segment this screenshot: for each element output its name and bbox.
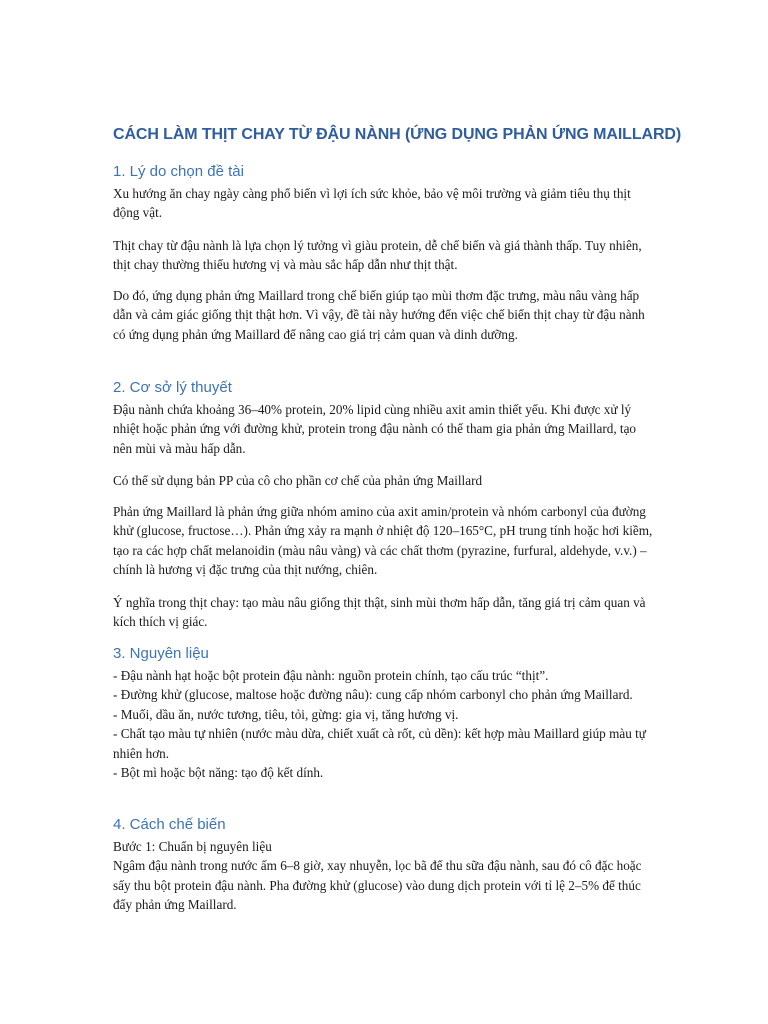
paragraph: Bước 1: Chuẩn bị nguyên liệu Ngâm đậu nành trong nước ấm 6–8 giờ, xay nhuyễn, lọc bã để thu sữa đậu nành, sau đó cô đặc hoặc sấy thu bột protein đậu nành. Pha đường khử (glucose) vào dung dịch protein với tỉ lệ 2–5% để thúc đẩy phản ứng Maillard. (113, 839, 642, 913)
section-heading-3: 3. Nguyên liệu (113, 645, 209, 662)
paragraph: Xu hướng ăn chay ngày càng phổ biến vì lợi ích sức khỏe, bảo vệ môi trường và giảm tiêu thụ thịt động vật. (113, 186, 631, 221)
paragraph: Do đó, ứng dụng phản ứng Maillard trong chế biến giúp tạo mùi thơm đặc trưng, màu nâu vàng hấp dẫn và cảm giác giống thịt thật hơn. Vì vậy, đề tài này hướng đến việc chế biến thịt chay từ đậu nành có ứng dụng phản ứng Maillard để nâng cao giá trị cảm quan và dinh dưỡng. (113, 288, 645, 342)
document-title: CÁCH LÀM THỊT CHAY TỪ ĐẬU NÀNH (ỨNG DỤNG PHẢN ỨNG MAILLARD) (113, 126, 682, 143)
section-heading-4: 4. Cách chế biến (113, 816, 226, 833)
section-heading-1: 1. Lý do chọn đề tài (113, 163, 244, 180)
paragraph: Phản ứng Maillard là phản ứng giữa nhóm amino của axit amin/protein và nhóm carbonyl của đường khử (glucose, fructose…). Phản ứng xảy ra mạnh ở nhiệt độ 120–165°C, pH trung tính hoặc hơi kiềm, tạo ra các hợp chất melanoidin (màu nâu vàng) và các chất thơm (pyrazine, furfural, aldehyde, v.v.) – chính là hương vị đặc trưng của thịt nướng, chiên. (113, 504, 653, 578)
ingredient-list: - Đậu nành hạt hoặc bột protein đậu nành: nguồn protein chính, tạo cấu trúc “thịt”. - Đường khử (glucose, maltose hoặc đường nâu): cung cấp nhóm carbonyl cho phản ứng Maillard. - Muối, dầu ăn, nước tương, tiêu, tỏi, gừng: gia vị, tăng hương vị. - Chất tạo màu tự nhiên (nước màu dừa, chiết xuất cà rốt, củ dền): kết hợp màu Maillard giúp màu tự nhiên hơn. - Bột mì hoặc bột năng: tạo độ kết dính. (113, 668, 646, 781)
section-heading-2: 2. Cơ sở lý thuyết (113, 379, 232, 396)
paragraph: Có thể sử dụng bản PP của cô cho phần cơ chế của phản ứng Maillard (113, 473, 483, 488)
paragraph: Ý nghĩa trong thịt chay: tạo màu nâu giống thịt thật, sinh mùi thơm hấp dẫn, tăng giá trị cảm quan và kích thích vị giác. (113, 595, 646, 630)
paragraph: Đậu nành chứa khoảng 36–40% protein, 20% lipid cùng nhiều axit amin thiết yếu. Khi được xử lý nhiệt hoặc phản ứng với đường khử, protein trong đậu nành có thể tham gia phản ứng Maillard, tạo nên mùi và màu hấp dẫn. (113, 402, 637, 456)
paragraph: Thịt chay từ đậu nành là lựa chọn lý tưởng vì giàu protein, dễ chế biến và giá thành thấp. Tuy nhiên, thịt chay thường thiếu hương vị và màu sắc hấp dẫn như thịt thật. (113, 238, 642, 273)
